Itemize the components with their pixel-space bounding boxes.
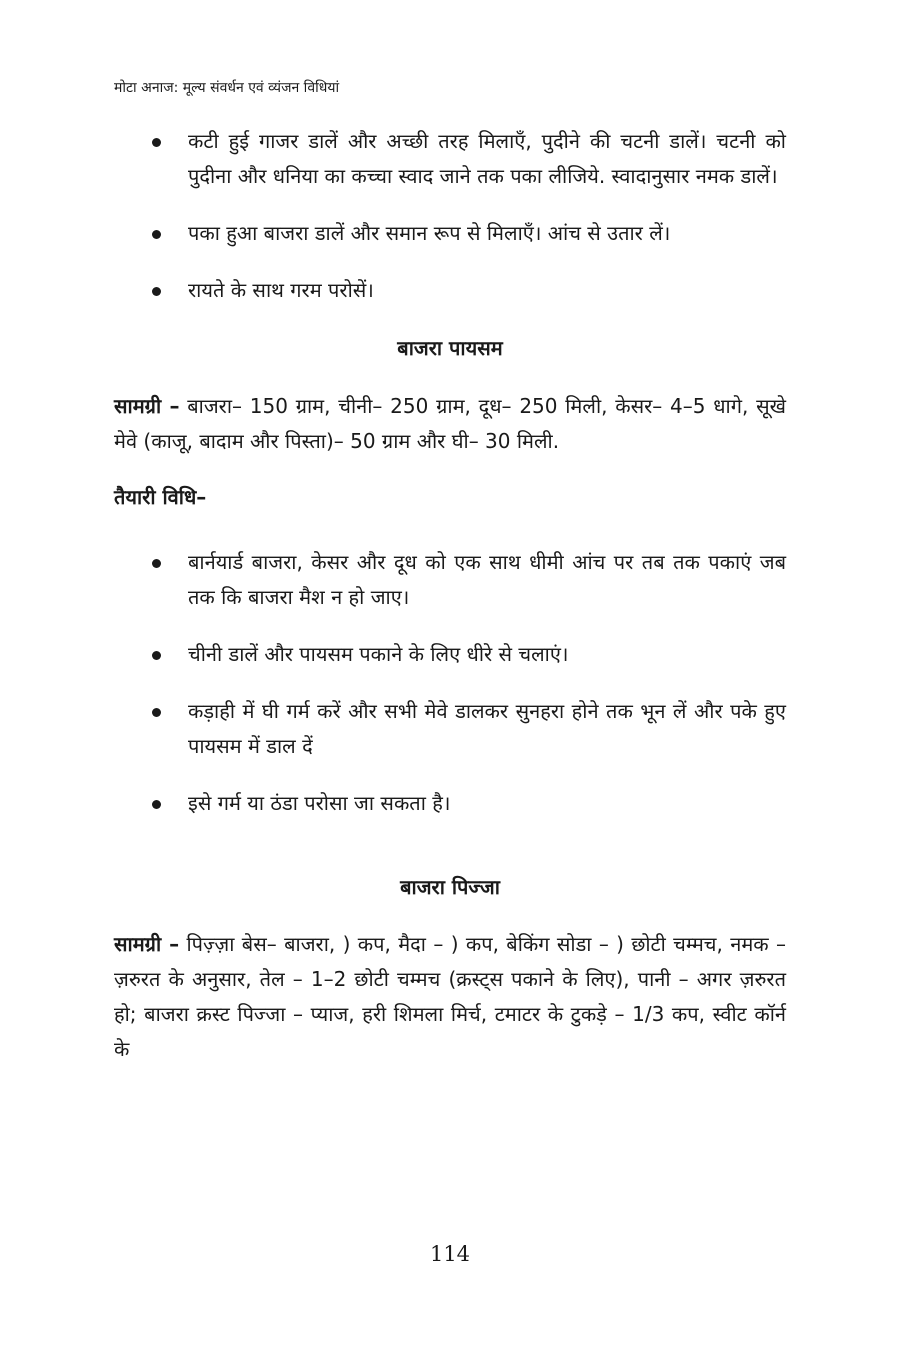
page-content (114, 124, 786, 1067)
ingredients-text: पिज़्ज़ा बेस– बाजरा, ) कप, मैदा – ) कप, बेकिंग सोडा – ) छोटी चम्मच, नमक – ज़रुरत के अनुसार, तेल – 1–2 छोटी चम्मच (क्रस्ट्स पकाने के लिए), पानी – अगर ज़रुरत हो; बाजरा क्रस्ट पिज्जा – प्याज, हरी शिमला मिर्च, टमाटर के टुकड़े – 1/3 कप, स्वीट कॉर्न के (114, 932, 786, 1061)
list-item: पका हुआ बाजरा डालें और समान रूप से मिलाएँ। आंच से उतार लें। (114, 216, 786, 251)
page-number: 114 (429, 1242, 471, 1266)
ingredients-label: सामग्री – (114, 932, 180, 956)
method-heading: तैयारी विधि– (114, 485, 207, 509)
step-list (114, 545, 786, 821)
list-item: कड़ाही में घी गर्म करें और सभी मेवे डालकर सुनहरा होने तक भून लें और पके हुए पायसम में डाल दें (114, 694, 786, 764)
list-item: बार्नयार्ड बाजरा, केसर और दूध को एक साथ धीमी आंच पर तब तक पकाएं जब तक कि बाजरा मैश न हो जाए। (114, 545, 786, 615)
ingredients-paragraph (114, 389, 786, 459)
recipe-title: बाजरा पिज्जा (400, 875, 500, 899)
list-item: कटी हुई गाजर डालें और अच्छी तरह मिलाएँ, पुदीने की चटनी डालें। चटनी को पुदीना और धनिया का कच्चा स्वाद जाने तक पका लीजिये. स्वादानुसार नमक डालें। (114, 124, 786, 194)
list-item: इसे गर्म या ठंडा परोसा जा सकता है। (114, 786, 786, 821)
list-item: रायते के साथ गरम परोसें। (114, 273, 786, 308)
ingredients-paragraph (114, 927, 786, 1067)
list-item: चीनी डालें और पायसम पकाने के लिए धीरे से चलाएं। (114, 637, 786, 672)
ingredients-label: सामग्री – (114, 394, 180, 418)
recipe-title: बाजरा पायसम (397, 336, 503, 360)
running-head: मोटा अनाज: मूल्य संवर्धन एवं व्यंजन विधियां (114, 80, 340, 96)
step-list (114, 124, 786, 308)
ingredients-text: बाजरा– 150 ग्राम, चीनी– 250 ग्राम, दूध– 250 मिली, केसर– 4–5 धागे, सूखे मेवे (काजू, बादाम और पिस्ता)– 50 ग्राम और घी– 30 मिली. (114, 394, 786, 453)
